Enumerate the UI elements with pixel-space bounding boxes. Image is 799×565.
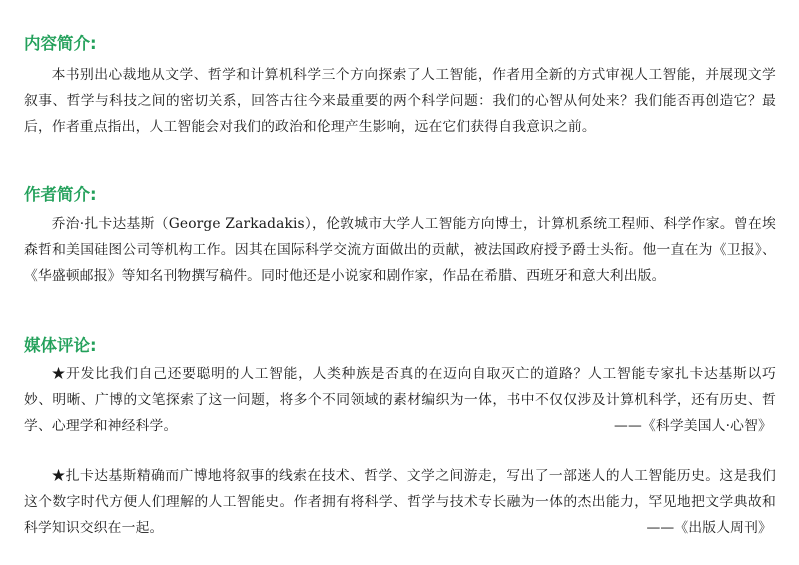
review-source: ——《出版人周刊》 <box>646 520 772 537</box>
review-item <box>24 463 776 542</box>
review-item <box>24 361 776 440</box>
review-text: ★开发比我们自己还要聪明的人工智能，人类种族是否真的在迈向自取灭亡的道路？人工智能专家扎卡达基斯以巧妙、明晰、广博的文笔探索了这一问题，将多个不同领域的素材编织为一体，书中不仅仅涉及计算机科学，还有历史、哲学、心理学和神经科学。 <box>24 366 776 435</box>
review-text: ★扎卡达基斯精确而广博地将叙事的线索在技术、哲学、文学之间游走，写出了一部迷人的人工智能历史。这是我们这个数字时代方便人们理解的人工智能史。作者拥有将科学、哲学与技术专长融为一体的杰出能力，罕见地把文学典故和科学知识交织在一起。 <box>24 468 776 537</box>
review-source: ——《科学美国人·心智》 <box>614 418 772 435</box>
reviews-heading: 媒体评论: <box>24 336 97 355</box>
author-heading: 作者简介: <box>24 185 97 204</box>
intro-paragraph: 本书别出心裁地从文学、哲学和计算机科学三个方向探索了人工智能，作者用全新的方式审视人工智能，并展现文学叙事、哲学与科技之间的密切关系，回答古往今来最重要的两个科学问题：我们的心智从何处来？我们能否再创造它？最后，作者重点指出，人工智能会对我们的政治和伦理产生影响，远在它们获得自我意识之前。 <box>24 67 776 136</box>
author-paragraph: 乔治·扎卡达基斯（George Zarkadakis），伦敦城市大学人工智能方向博士，计算机系统工程师、科学作家。曾在埃森哲和美国硅图公司等机构工作。因其在国际科学交流方面做出的贡献，被法国政府授予爵士头衔。他一直在为《卫报》、《华盛顿邮报》等知名刊物撰写稿件。同时他还是小说家和剧作家，作品在希腊、西班牙和意大利出版。 <box>24 216 776 285</box>
intro-heading: 内容简介: <box>24 34 97 53</box>
